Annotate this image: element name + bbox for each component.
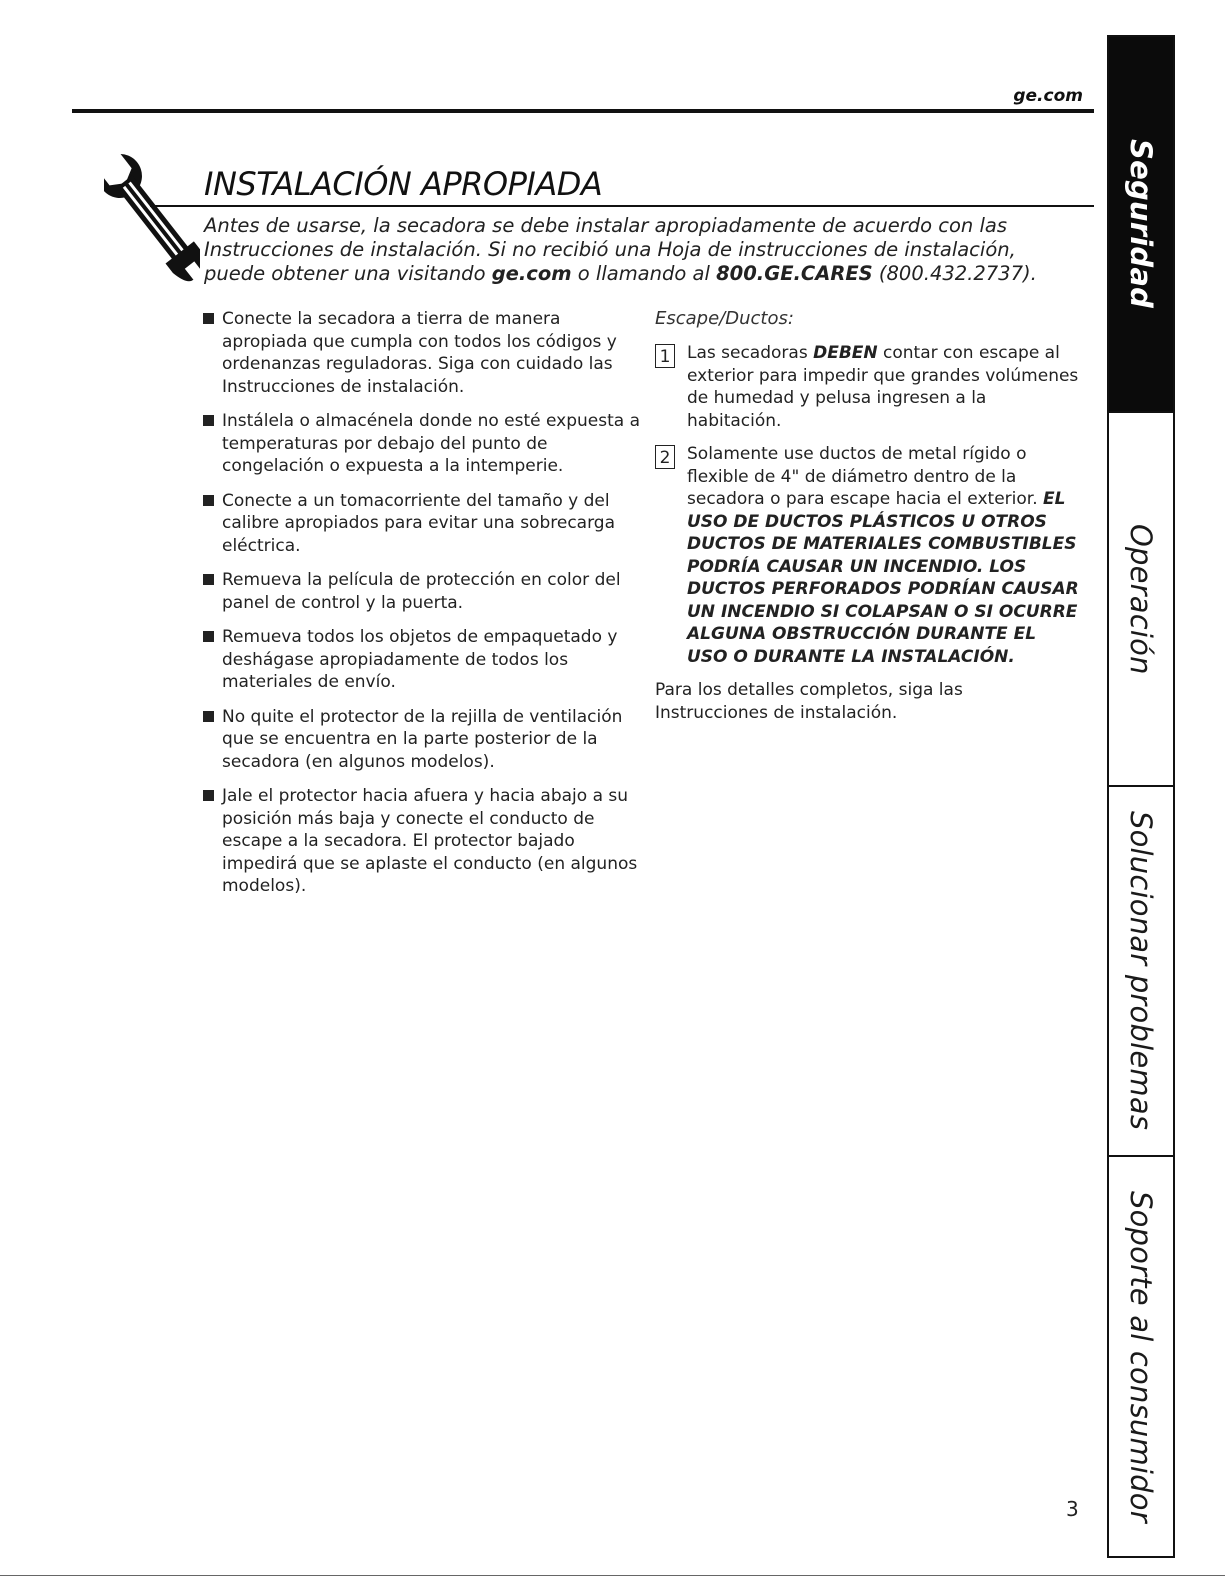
site-url[interactable]: ge.com — [1013, 86, 1083, 106]
tab-soporte-al-consumidor[interactable]: Soporte al consumidor — [1124, 1190, 1158, 1523]
closing-note: Para los detalles completos, siga las Instrucciones de instalación. — [655, 680, 963, 723]
number-box: 2 — [655, 445, 675, 469]
intro-text-2: o llamando al — [571, 262, 717, 285]
title-rule — [150, 205, 1094, 207]
header-rule — [72, 109, 1094, 113]
page-title: INSTALACIÓN APROPIADA — [204, 165, 603, 203]
numbered-item: 2 Solamente use ductos de metal rígido o flexible de 4" de diámetro dentro de la secadora o para escape hacia el exterior. EL USO DE DUCTOS PLÁSTICOS U OTROS DUCTOS DE MATERIALES COMBUSTIBLES PODRÍA CAUSAR UN INCENDIO. LOS DUCTOS PERFORADOS PODRÍAN CAUSAR UN INCENDIO SI COLAPSAN O SI OCURRE ALGUNA OBSTRUCCIÓN DURANTE EL USO O DURANTE LA INSTALACIÓN. — [655, 443, 1080, 668]
bullet-icon — [203, 495, 214, 506]
list-item: Conecte a un tomacorriente del tamaño y del calibre apropiados para evitar una sobrecarga eléctrica. — [200, 490, 640, 558]
list-item: Instálela o almacénela donde no esté expuesta a temperaturas por debajo del punto de congelación o expuesta a la intemperie. — [200, 410, 640, 478]
page-number: 3 — [1066, 1497, 1079, 1521]
list-item: No quite el protector de la rejilla de ventilación que se encuentra en la parte posterior de la secadora (en algunos modelos). — [200, 706, 640, 774]
exhaust-section — [655, 308, 1080, 724]
tab-operacion[interactable]: Operación — [1109, 413, 1173, 787]
section-tabs — [1107, 35, 1175, 1558]
intro-text-1: Antes de usarse, la secadora se debe instalar apropiadamente de acuerdo con las Instrucciones de instalación. Si no recibió una Hoja de instrucciones de instalación, puede obtener una visitando — [204, 214, 1016, 285]
footer-rule — [0, 1575, 1225, 1576]
bullet-icon — [203, 313, 214, 324]
intro-website[interactable]: ge.com — [491, 262, 572, 285]
intro-phone-name: 800.GE.CARES — [716, 262, 873, 285]
bullet-icon — [203, 631, 214, 642]
intro-phone-number: (800.432.2737). — [872, 262, 1037, 285]
tab-seguridad[interactable]: Seguridad — [1109, 37, 1173, 413]
bullet-icon — [203, 790, 214, 801]
list-item: Jale el protector hacia afuera y hacia abajo a su posición más baja y conecte el conducto de escape a la secadora. El protector bajado impedirá que se aplaste el conducto (en algunos modelos). — [200, 785, 640, 898]
exhaust-heading: Escape/Ductos: — [655, 308, 794, 329]
number-box: 1 — [655, 344, 675, 368]
intro-paragraph — [204, 214, 1064, 286]
numbered-item: 1 Las secadoras DEBEN contar con escape al exterior para impedir que grandes volúmenes de humedad y pelusa ingresen a la habitación. — [655, 342, 1080, 432]
list-item: Remueva todos los objetos de empaquetado y deshágase apropiadamente de todos los materiales de envío. — [200, 626, 640, 694]
tab-solucionar-problemas[interactable]: Solucionar problemas — [1109, 787, 1173, 1157]
bullet-icon — [203, 711, 214, 722]
bullet-icon — [203, 574, 214, 585]
bullet-icon — [203, 415, 214, 426]
safety-bullet-list — [200, 308, 640, 910]
list-item: Conecte la secadora a tierra de manera apropiada que cumpla con todos los códigos y ordenanzas reguladoras. Siga con cuidado las Instrucciones de instalación. — [200, 308, 640, 398]
list-item: Remueva la película de protección en color del panel de control y la puerta. — [200, 569, 640, 614]
wrench-icon — [104, 142, 200, 292]
